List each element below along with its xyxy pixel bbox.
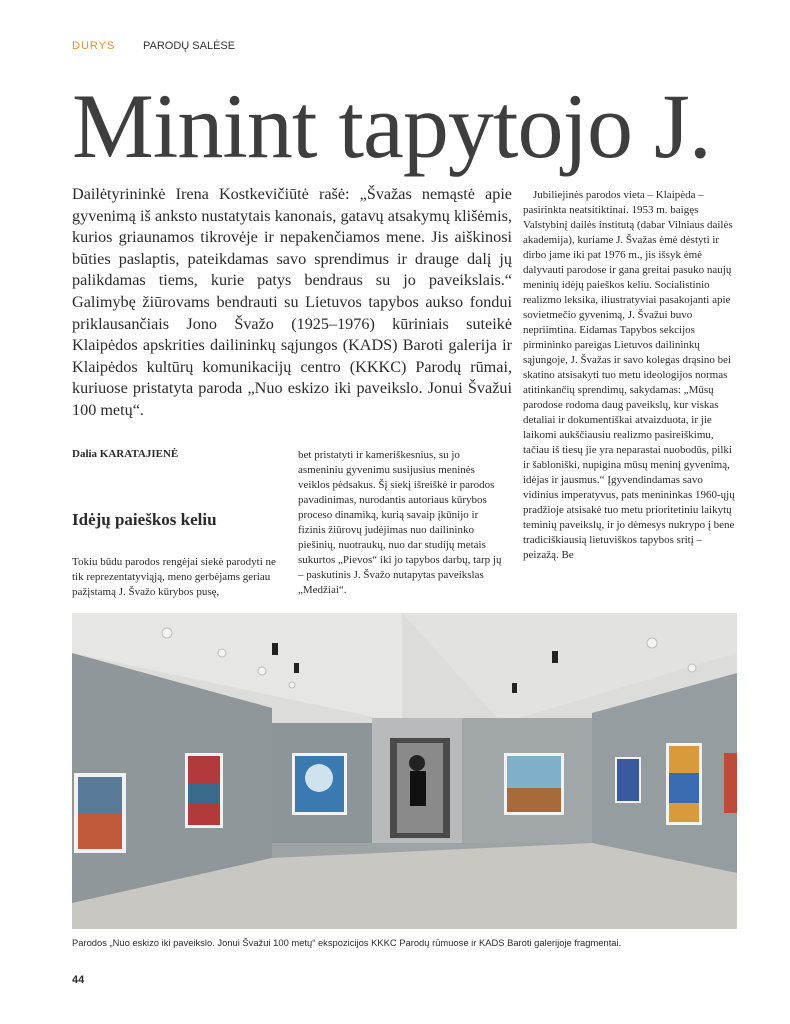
body-column-1: Tokiu būdu parodos rengėjai siekė parodyti ne tik reprezentatyviąją, meno gerbėjams geriau pažįstamą J. Švažo kūrybos pusę, <box>72 556 276 598</box>
lead-paragraph: Dailėtyrininkė Irena Kostkevičiūtė rašė: „Švažas nemąstė apie gyvenimą iš anksto nustatytais kanonais, gatavų atsakymų klišėmis, kurios griaunamos tikrovėje ir nepakenčiamos mene. Jis aiškinosi būties paslaptis, pateikdamas savo sprendimus ir drauge dalį jų palikdamas tiems, kurie patys bendraus su jo paveikslais.“ Galimybę žiūrovams bendrauti su Lietuvos tapybos aukso fondui priklausančiais Jono Švažo (1925–1976) kūriniais suteikė Klaipėdos apskrities dailininkų sąjungos (KADS) Baroti galerija ir Klaipėdos kultūrų komunikacijų centro (KKKC) Parodų rūmai, kuriuose pristatyta paroda „Nuo eskizo iki paveikslo. Jonui Švažui 100 metų“. <box>72 185 512 419</box>
body-column-3: Jubiliejinės parodos vieta – Klaipėda – pasirinkta neatsitiktinai. 1953 m. baigęs Valstybinį dailės institutą (dabar Vilniaus dailės akademija), kuriame J. Švažas ėmė dėstyti ir dirbo jame iki pat 1976 m., jis išsyk ėmė dalyvauti parodose ir gana greitai pasuko naujų meninių idėjų paieškos keliu. Socialistinio realizmo leksika, iliustratyviai pasakojanti apie sovietmečio gyvenimą, J. Švažui buvo nepriimtina. Eidamas Tapybos sekcijos pirmininko pareigas Lietuvos dailininkų sąjungoje, J. Švažas ir savo kolegas drąsino bei skatino atsisakyti tuo metu ideologijos normas atitinkančių sprendimų, sakydamas: „Mūsų parodose rodoma daug paveikslų, kur viskas detaliai ir dokumentiškai atvaizduota, ir jie laikomi aukščiausiu realizmo pasireiškimu, tačiau iš tiesų jie yra neparastai nuobodūs, pilki ir šabloniški, nupigina mūsų meninį gyvenimą, idėjas ir jausmus.“ Įgyvendindamas savo vidinius imperatyvus, pats menininkas 1960-ųjų pradžioje atsisakė tuo metu prioritetiniu laikytų teminių paveikslų, ir jo dėmesys nukrypo į bene tradiciškiausią lietuviškos tapybos sritį – peizažą. Be <box>523 189 735 561</box>
rubric-label: PARODŲ SALĖSE <box>143 40 236 52</box>
author-byline: Dalia KARATAJIENĖ <box>72 448 179 460</box>
gallery-photo <box>72 613 737 929</box>
gallery-photo-illustration <box>72 613 737 929</box>
page-number: 44 <box>72 974 85 986</box>
section-label: DURYS <box>72 40 116 52</box>
body-column-2: bet pristatyti ir kameriškesnius, su jo asmeniniu gyvenimu susijusius meninės veiklos pėdsakus. Šį siekį išreiškė ir parodos pavadinimas, nurodantis autoriaus kūrybos proceso dinamiką, kurią savaip įkūnijo ir fizinis žiūrovų judėjimas nuo dailininko piešinių, nuotraukų, nuo dar studijų metais sukurtos „Pievos“ iki jo tapybos darbų, tarp jų – paskutinis J. Švažo nutapytas paveikslas „Medžiai“. <box>298 449 502 596</box>
photo-caption: Parodos „Nuo eskizo iki paveikslo. Jonui Švažui 100 metų“ ekspozicijos KKKC Parodų rūmuose ir KADS Baroti galerijoje fragmentai. <box>72 937 622 948</box>
article-title: Minint tapytojo J. <box>72 75 711 177</box>
section-subheading: Idėjų paieškos keliu <box>72 510 217 529</box>
